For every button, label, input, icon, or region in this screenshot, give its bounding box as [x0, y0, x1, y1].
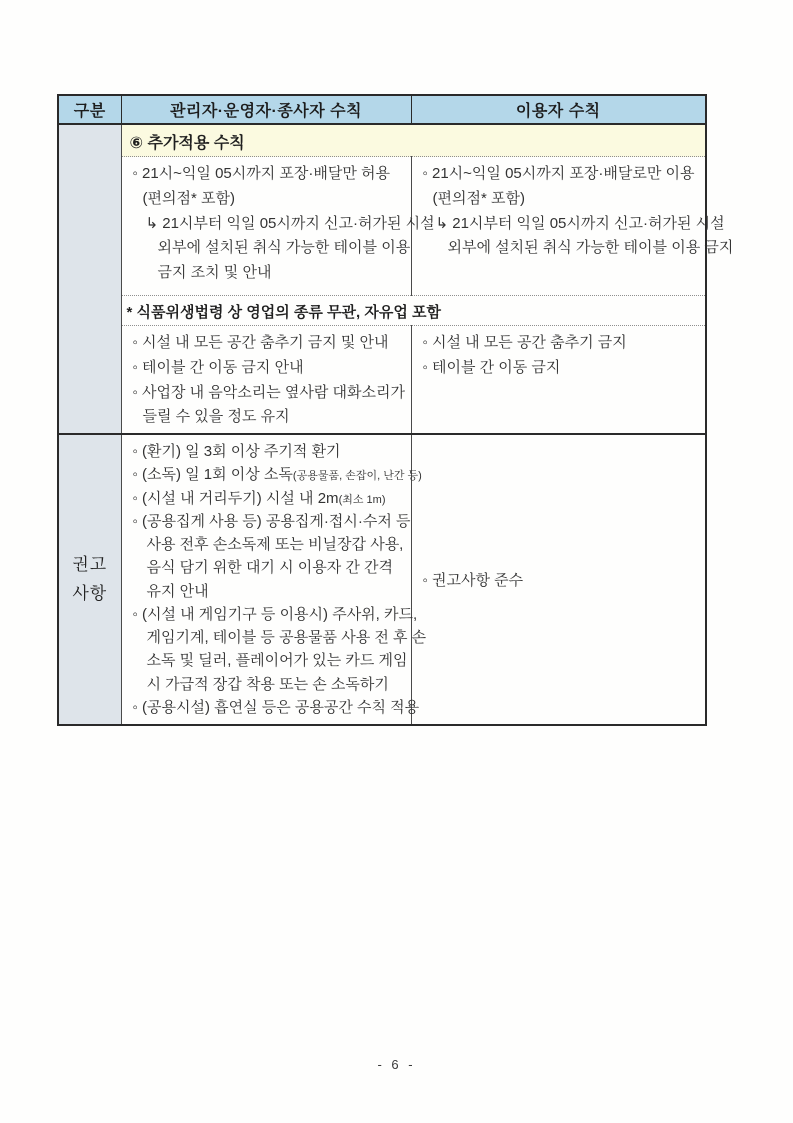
rule-line: 외부에 설치된 취식 가능한 테이블 이용 — [157, 239, 411, 257]
section-title: ⑥ 추가적용 수칙 — [121, 124, 706, 157]
rule-line: ◦ 21시~익일 05시까지 포장·배달만 허용 — [132, 165, 390, 182]
section-title-row — [58, 124, 706, 157]
footnote: * 식품위생법령 상 영업의 종류 무관, 자유업 포함 — [121, 296, 706, 326]
recommendation-row — [58, 434, 706, 725]
rule-line-small: (최소 1m) — [338, 493, 386, 506]
rule-line: (편의점* 포함) — [142, 189, 235, 207]
rule-line: ◦ 테이블 간 이동 금지 — [422, 358, 561, 376]
header-col-type: 구분 — [58, 95, 121, 124]
rules-table — [57, 94, 734, 726]
rule-row-1 — [58, 157, 706, 296]
rule-line: ◦ 21시~익일 05시까지 포장·배달로만 이용 — [422, 165, 695, 182]
rule-line: ◦ 시설 내 모든 공간 춤추기 금지 및 안내 — [132, 334, 389, 351]
rule-line: ◦ (시설 내 게임기구 등 이용시) 주사위, 카드, — [132, 605, 418, 623]
rule-line: ◦ 테이블 간 이동 금지 안내 — [132, 358, 304, 376]
rule-line: 소독 및 딜러, 플레이어가 있는 카드 게임 — [146, 652, 408, 670]
rule-line: ◦ 사업장 내 음악소리는 옆사람 대화소리가 — [132, 383, 405, 401]
recommendation-row-label — [58, 434, 121, 725]
user-rule1-cell — [411, 157, 734, 296]
rule-line-main: ◦ (소독) 일 1회 이상 소독 — [132, 466, 293, 484]
rule-line: 게임기계, 테이블 등 공용물품 사용 전 후 손 — [146, 629, 427, 646]
rule-line: ◦ 권고사항 준수 — [422, 571, 524, 589]
rule-line: 들릴 수 있을 정도 유지 — [142, 408, 290, 426]
rule-line: (편의점* 포함) — [432, 189, 525, 207]
rule-line: 외부에 설치된 취식 가능한 테이블 이용 금지 — [447, 239, 734, 257]
rule-line — [130, 463, 422, 486]
rule-row-2 — [58, 326, 706, 435]
page-number: - 6 - — [377, 1057, 416, 1072]
manager-rule2-cell — [121, 326, 411, 435]
rule-line: 음식 담기 위한 대기 시 이용자 간 간격 — [146, 559, 394, 577]
rule-line: ◦ (환기) 일 3회 이상 주기적 환기 — [132, 443, 341, 460]
recommendation-manager-cell — [121, 434, 427, 725]
footnote-row — [58, 296, 706, 326]
table-header-row — [58, 95, 706, 124]
rule-line — [130, 487, 407, 510]
recommendation-user-cell — [411, 434, 706, 725]
rule-line: 사용 전후 손소독제 또는 비닐장갑 사용, — [146, 536, 404, 553]
rule-line: ↳ 21시부터 익일 05시까지 신고·허가된 시설 — [435, 214, 725, 232]
header-col-manager: 관리자·운영자·종사자 수칙 — [121, 95, 411, 124]
rule-line: 금지 조치 및 안내 — [157, 264, 272, 281]
rule-line: 시 가급적 장갑 착용 또는 손 소독하기 — [146, 675, 389, 693]
recommendation-label-text: 권고사항 — [72, 554, 108, 603]
user-rule2-cell — [411, 326, 706, 435]
rule-line: ◦ 시설 내 모든 공간 춤추기 금지 — [422, 334, 627, 351]
type-column-spacer — [58, 124, 121, 434]
rule-line: 유지 안내 — [146, 582, 209, 600]
rule-line: ↳ 21시부터 익일 05시까지 신고·허가된 시설 — [145, 214, 435, 232]
rule-line-small: (공용물품, 손잡이, 난간 등) — [292, 470, 422, 483]
rule-line: ◦ (공용시설) 흡연실 등은 공용공간 수칙 적용 — [132, 698, 420, 716]
rule-line: ◦ (공용집게 사용 등) 공용집게·접시·수저 등 — [132, 512, 411, 530]
manager-rule1-cell — [121, 157, 435, 296]
rule-line-main: ◦ (시설 내 거리두기) 시설 내 2m — [132, 489, 339, 507]
header-col-user: 이용자 수칙 — [411, 95, 706, 124]
